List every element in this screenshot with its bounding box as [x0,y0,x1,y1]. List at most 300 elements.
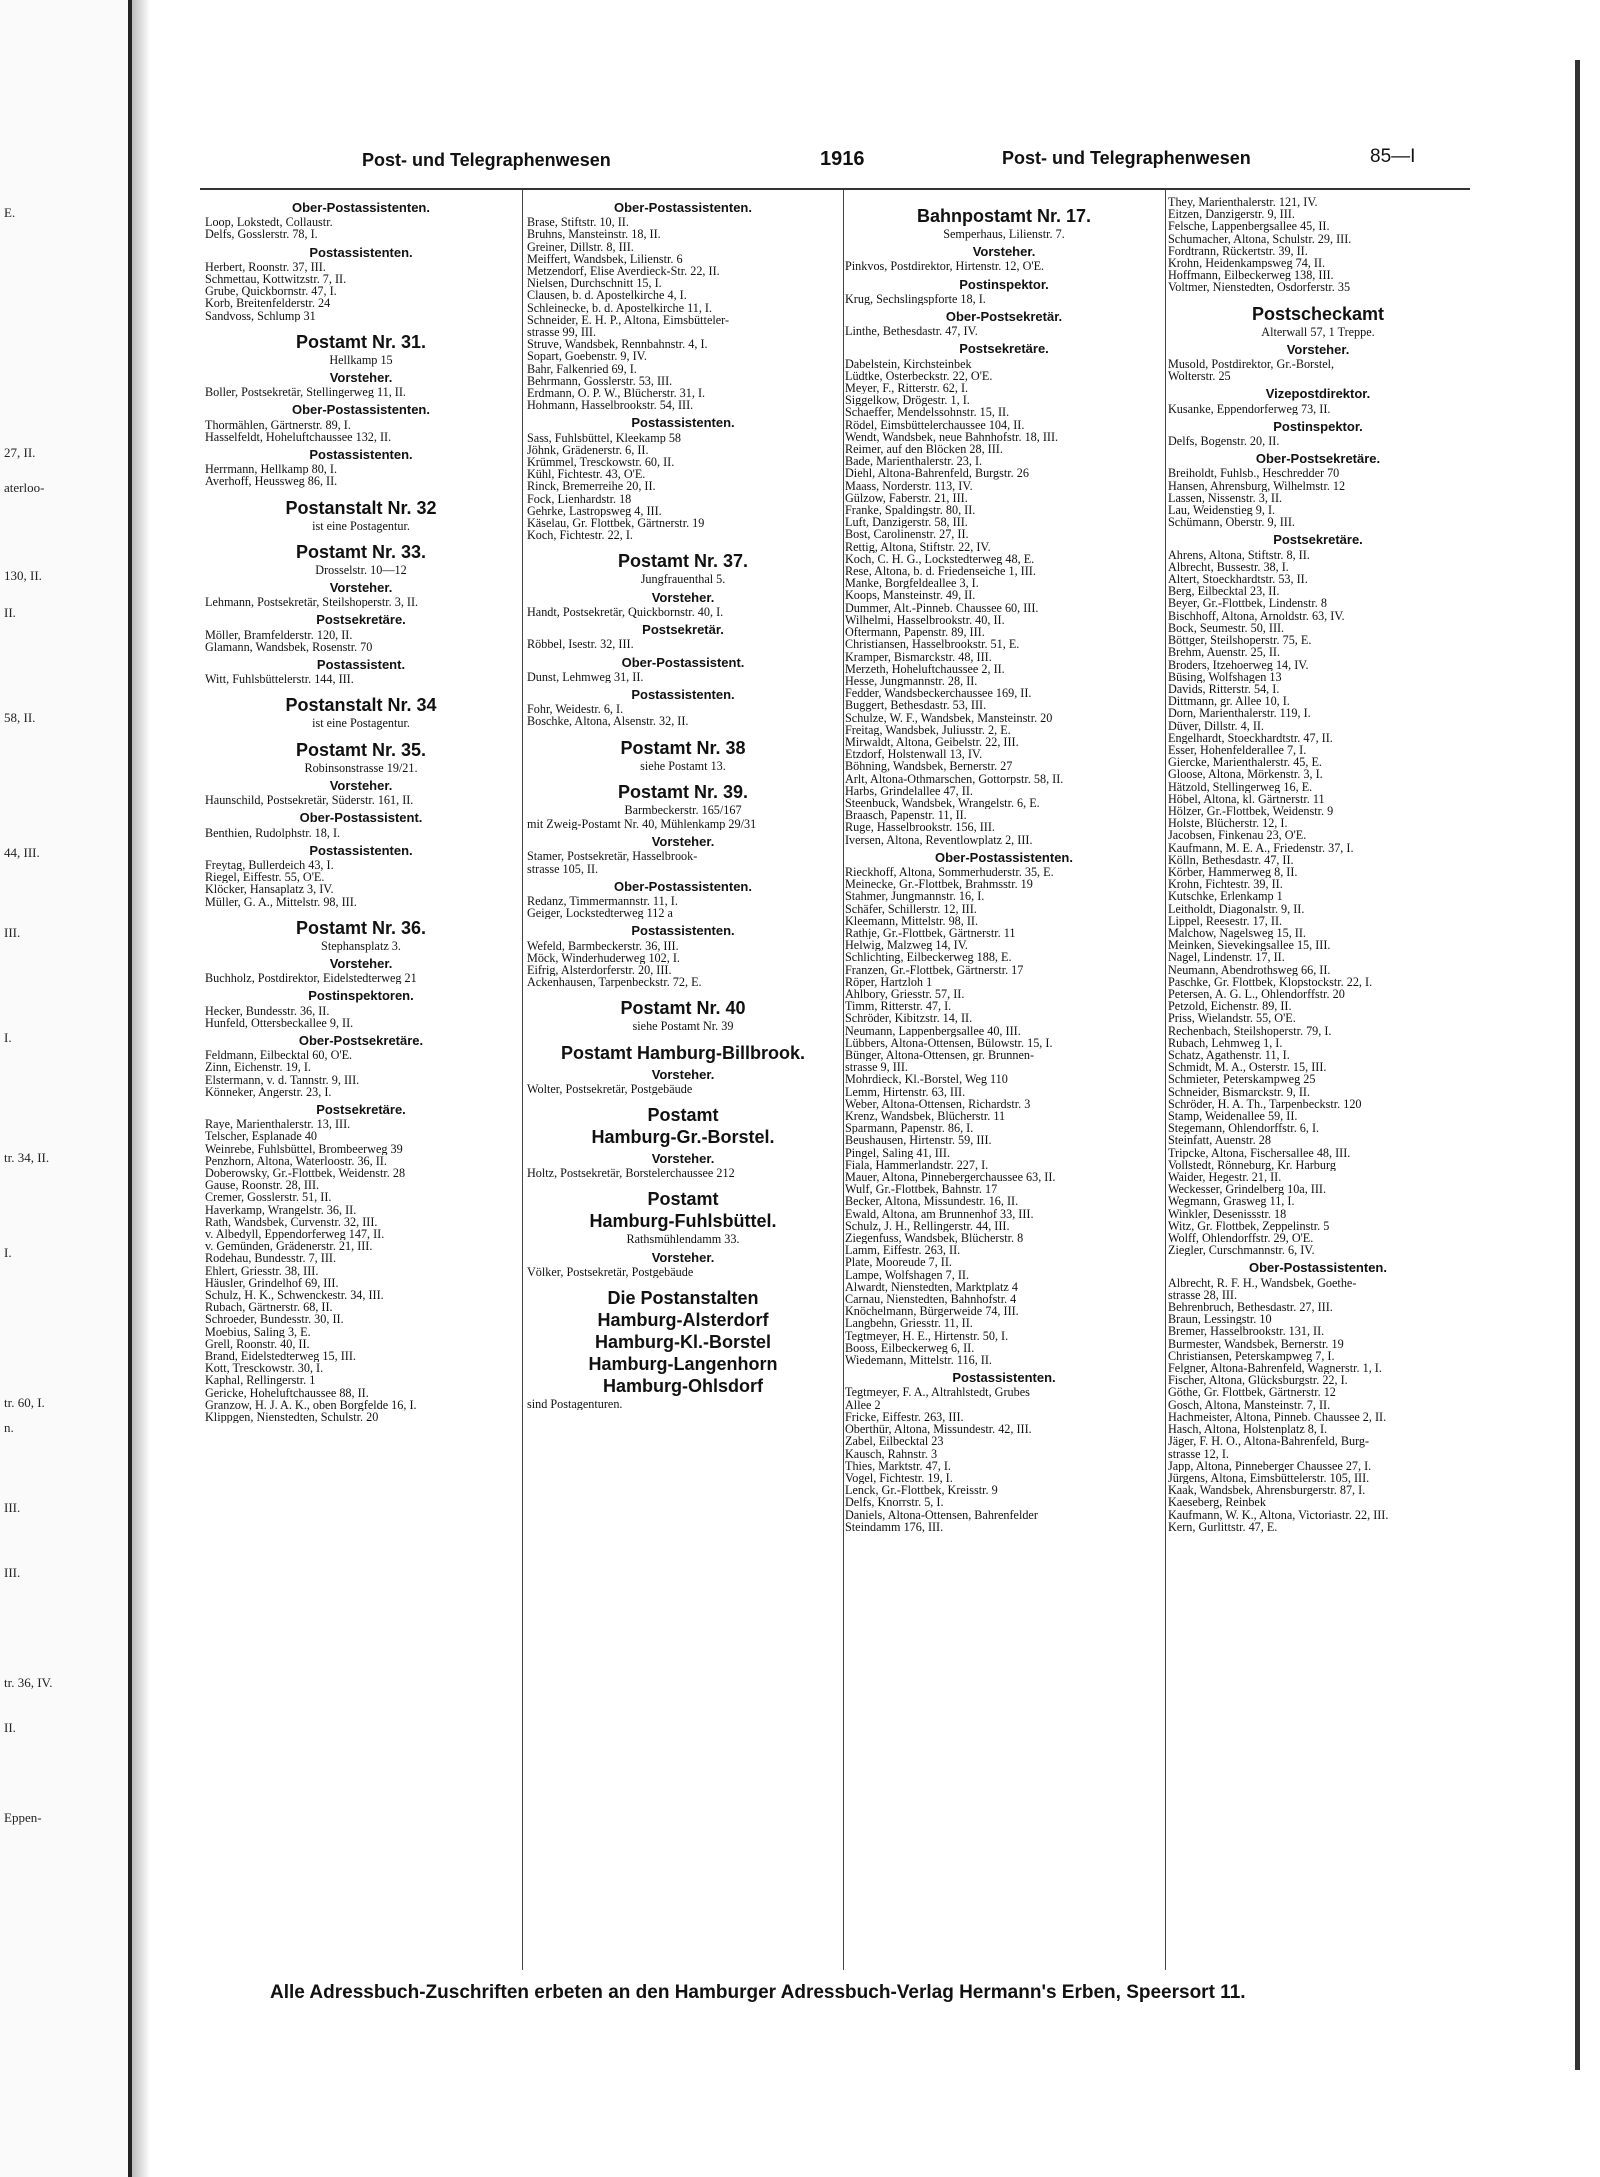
directory-entry: Büsing, Wolfshagen 13 [1168,670,1282,683]
directory-entry: Kausch, Rahnstr. 3 [845,1447,938,1460]
directory-entry: Greiner, Dillstr. 8, III. [527,240,634,253]
directory-entry: Krug, Sechslingspforte 18, I. [845,292,986,306]
directory-entry: Haverkamp, Wrangelstr. 36, II. [205,1203,357,1216]
directory-entry: Müller, G. A., Mittelstr. 98, III. [205,895,357,908]
section-heading: Vorsteher. [329,370,393,386]
directory-entry: Böttger, Steilshoperstr. 75, E. [1168,634,1312,647]
directory-entry: Eifrig, Alsterdorferstr. 20, III. [527,963,672,977]
directory-entry: Könneker, Angerstr. 23, I. [205,1085,332,1098]
directory-entry: Dummer, Alt.-Pinneb. Chaussee 60, III. [845,601,1039,614]
directory-entry: Braasch, Papenstr. 11, II. [845,809,967,822]
directory-entry: Fordtrann, Rückertstr. 39, II. [1168,244,1308,258]
directory-entry: Bock, Seumestr. 50, III. [1168,621,1285,635]
office-title: Postamt Nr. 38 [620,737,746,758]
office-title: Hamburg-Kl.-Borstel [594,1331,771,1352]
directory-entry: Granzow, H. J. A. K., oben Borgfelde 16, I. [205,1398,417,1412]
directory-entry: Witz, Gr. Flottbek, Zeppelinstr. 5 [1168,1219,1330,1233]
directory-entry: Eitzen, Danzigerstr. 9, III. [1168,208,1295,221]
directory-entry: Sopart, Goebenstr. 9, IV. [527,350,647,363]
directory-entry: Kutschke, Erlenkamp 1 [1168,890,1283,903]
directory-entry: Delfs, Bogenstr. 20, II. [1168,435,1280,448]
right-page-edge [1575,60,1580,2070]
directory-entry: Glamann, Wandsbek, Rosenstr. 70 [205,640,373,654]
directory-entry: Schatz, Agathenstr. 11, I. [1168,1049,1290,1062]
directory-entry: Arlt, Altona-Othmarschen, Gottorpstr. 58, II. [845,772,1064,785]
directory-entry: Sandvoss, Schlump 31 [205,309,316,322]
directory-entry: Lenck, Gr.-Flottbek, Kreisstr. 9 [845,1484,998,1497]
directory-entry: Möller, Bramfelderstr. 120, II. [205,628,353,641]
column-2 [527,196,839,1410]
directory-entry: Haunschild, Postsekretär, Süderstr. 161, II. [205,794,414,807]
office-address: Hellkamp 15 [329,352,393,367]
left-page-fragment: E. [4,205,16,220]
directory-entry: Röper, Hartzloh 1 [845,975,933,988]
directory-entry: Ruge, Hasselbrookstr. 156, III. [845,821,995,834]
directory-entry: v. Gemünden, Grädenerstr. 21, III. [205,1240,373,1253]
directory-entry: Fiala, Hammerlandstr. 227, I. [845,1158,989,1172]
directory-entry: Lampe, Wolfshagen 7, II. [845,1268,970,1281]
directory-entry: Delfs, Gosslerstr. 78, I. [205,228,318,241]
directory-entry: Lippel, Reesestr. 17, II. [1168,914,1283,927]
directory-entry: Lamm, Eiffestr. 263, II. [845,1244,961,1257]
directory-entry: Moebius, Saling 3, E. [205,1325,311,1338]
section-heading: Vorsteher. [651,834,715,850]
directory-entry: Weinrebe, Fuhlsbüttel, Brombeerweg 39 [205,1142,403,1155]
directory-entry: Becker, Altona, Missundestr. 16, II. [845,1195,1019,1208]
directory-entry: Reimer, auf den Blöcken 28, III. [845,443,1003,456]
section-heading: Postinspektoren. [308,988,414,1004]
directory-entry: Mauer, Altona, Pinnebergerchaussee 63, II. [845,1171,1056,1184]
directory-entry: Kern, Gurlittstr. 47, E. [1168,1520,1278,1533]
left-page-fragment: 130, II. [4,568,42,583]
section-heading: Ober-Postassistent. [621,654,745,670]
section-heading: Vizepostdirektor. [1265,386,1371,402]
directory-entry: Hölzer, Gr.-Flottbek, Weidenstr. 9 [1168,804,1334,818]
directory-entry: Korb, Breitenfelderstr. 24 [205,297,331,310]
directory-entry: Tegtmeyer, F. A., Altrahlstedt, Grubes [845,1386,1030,1399]
directory-entry: Alwardt, Nienstedten, Marktplatz 4 [845,1280,1018,1294]
section-heading: Vorsteher. [651,1249,715,1265]
directory-entry: Krenz, Wandsbek, Blücherstr. 11 [845,1110,1006,1123]
directory-entry: Winkler, Desenissstr. 18 [1168,1207,1287,1220]
office-title: Postamt Nr. 37. [617,551,749,572]
office-address: ist eine Postagentur. [312,518,410,533]
office-address: siehe Postamt 13. [640,758,726,773]
directory-entry: Schäfer, Schillerstr. 12, III. [845,902,977,915]
directory-entry: Stamp, Weidenallee 59, II. [1168,1110,1298,1123]
directory-entry: Dorn, Marienthalerstr. 119, I. [1168,707,1311,720]
directory-entry: Voltmer, Nienstedten, Osdorferstr. 35 [1168,281,1351,294]
directory-entry: Rese, Altona, b. d. Friedenseiche 1, III. [845,565,1036,578]
directory-entry: Struve, Wandsbek, Rennbahnstr. 4, I. [527,338,708,351]
column-divider [843,190,844,1970]
office-address: siehe Postamt Nr. 39 [632,1019,734,1034]
directory-entry: Hesse, Jungmannstr. 28, II. [845,674,978,688]
directory-entry: They, Marienthalerstr. 121, IV. [1168,196,1318,209]
directory-entry: Zinn, Eichenstr. 19, I. [205,1061,311,1074]
directory-entry: Geiger, Lockstedterweg 112 a [527,907,673,920]
directory-entry: Grube, Quickbornstr. 47, I. [205,285,337,298]
directory-entry: Erdmann, O. P. W., Blücherstr. 31, I. [527,387,706,400]
directory-entry: Esser, Hohenfelderallee 7, I. [1168,743,1307,757]
directory-entry: Meiffert, Wandsbek, Lilienstr. 6 [527,252,683,266]
directory-entry: Buchholz, Postdirektor, Eidelstedterweg 21 [205,972,417,985]
directory-entry: Behrmann, Gosslerstr. 53, III. [527,374,673,388]
directory-entry: Burmester, Wandsbek, Bernerstr. 19 [1168,1337,1344,1350]
directory-entry: Schmidt, M. A., Osterstr. 15, III. [1168,1061,1327,1074]
section-heading: Vorsteher. [651,589,715,605]
office-address: Rathsmühlendamm 33. [626,1232,740,1247]
section-heading: Ober-Postassistenten. [1249,1260,1387,1276]
directory-entry: Franke, Spaldingstr. 80, II. [845,504,976,517]
section-heading: Ober-Postsekretär. [945,309,1063,325]
directory-entry: Wolterstr. 25 [1168,370,1231,383]
directory-entry: strasse 99, III. [527,326,597,339]
directory-entry: sind Postagenturen. [527,1397,623,1411]
directory-entry: Meyer, F., Ritterstr. 62, I. [845,382,969,395]
directory-entry: Rubach, Gärtnerstr. 68, II. [205,1301,333,1314]
directory-entry: Gehrke, Lastropsweg 4, III. [527,504,662,518]
directory-entry: Schmieter, Peterskampweg 25 [1168,1073,1316,1086]
office-title: Hamburg-Alsterdorf [597,1309,769,1330]
directory-entry: Tegtmeyer, H. E., Hirtenstr. 50, I. [845,1329,1009,1342]
directory-entry: Behrenbruch, Bethesdastr. 27, III. [1168,1301,1333,1314]
directory-entry: Petersen, A. G. L., Ohlendorffstr. 20 [1168,987,1345,1001]
directory-entry: Manke, Borgfeldeallee 3, I. [845,577,979,590]
directory-entry: Fischer, Altona, Glücksburgstr. 22, I. [1168,1374,1348,1387]
office-address: Jungfrauenthal 5. [640,572,726,587]
directory-entry: Lüdtke, Osterbeckstr. 22, O'E. [845,369,993,383]
directory-entry: Körber, Hammerweg 8, II. [1168,865,1298,879]
page-edge-shadow [132,0,150,2177]
directory-entry: Thies, Marktstr. 47, I. [845,1459,951,1472]
directory-entry: Priss, Wielandstr. 55, O'E. [1168,1012,1296,1025]
left-page-fragment: 58, II. [4,710,36,725]
footer-notice: Alle Adressbuch-Zuschriften erbeten an den Hamburger Adressbuch-Verlag Hermann's Erben, Speersort 11. [270,1982,1246,2003]
directory-entry: Etzdorf, Holstenwall 13, IV. [845,748,983,761]
directory-entry: Koch, C. H. G., Lockstedterweg 48, E. [845,552,1035,566]
directory-entry: Rinck, Bremerreihe 20, II. [527,480,656,493]
directory-entry: Kramper, Bismarckstr. 48, III. [845,650,992,663]
directory-entry: Hätzold, Stellingerweg 16, E. [1168,780,1313,793]
directory-entry: Bahr, Falkenried 69, I. [527,362,637,375]
directory-entry: Rath, Wandsbek, Curvenstr. 32, III. [205,1215,378,1228]
section-heading: Postsekretäre. [959,341,1049,357]
section-heading: Ober-Postassistent. [299,810,423,826]
directory-entry: Dabelstein, Kirchsteinbek [845,357,972,370]
section-heading: Postassistenten. [309,447,413,463]
directory-entry: Stahmer, Jungmannstr. 16, I. [845,890,985,903]
office-title: Postamt Nr. 31. [295,331,427,352]
directory-entry: Wendt, Wandsbek, neue Bahnhofstr. 18, III. [845,430,1059,444]
directory-entry: Beyer, Gr.-Flottbek, Lindenstr. 8 [1168,597,1327,610]
directory-entry: Wolff, Ohlendorffstr. 29, O'E. [1168,1232,1314,1245]
left-page-fragment: I. [4,1030,12,1045]
directory-entry: Leitholdt, Diagonalstr. 9, II. [1168,902,1305,915]
directory-entry: Zabel, Eilbecktal 23 [845,1435,944,1448]
office-address: Alterwall 57, 1 Treppe. [1261,324,1375,339]
directory-entry: Oftermann, Papenstr. 89, III. [845,626,985,639]
directory-entry: Paschke, Gr. Flottbek, Klopstockstr. 22, I. [1168,975,1373,988]
directory-entry: mit Zweig-Postamt Nr. 40, Mühlenkamp 29/31 [527,817,757,831]
directory-entry: Pingel, Saling 41, III. [845,1146,950,1159]
office-address: Semperhaus, Lilienstr. 7. [943,227,1065,241]
directory-entry: Vogel, Fichtestr. 19, I. [845,1471,953,1485]
directory-entry: strasse 9, III. [845,1061,908,1074]
directory-entry: Fock, Lienhardstr. 18 [527,492,632,505]
directory-entry: Käselau, Gr. Flottbek, Gärtnerstr. 19 [527,517,705,530]
directory-entry: Steindamm 176, III. [845,1520,944,1533]
directory-entry: Stamer, Postsekretär, Hasselbrook- [527,850,698,863]
directory-entry: Tripcke, Altona, Fischersallee 48, III. [1168,1146,1351,1159]
directory-entry: Albrecht, Bussestr. 38, I. [1168,560,1289,574]
directory-entry: Grell, Roonstr. 40, II. [205,1337,310,1351]
directory-entry: Ewald, Altona, am Brunnenhof 33, III. [845,1207,1034,1220]
directory-entry: Wulf, Gr.-Flottbek, Bahnstr. 17 [845,1183,998,1196]
directory-entry: Schroeder, Bundesstr. 30, II. [205,1313,344,1326]
directory-entry: Gloose, Altona, Mörkenstr. 3, I. [1168,768,1323,781]
directory-entry: Knöchelmann, Bürgerweide 74, III. [845,1305,1019,1318]
directory-entry: Lau, Weidenstieg 9, I. [1168,504,1276,517]
directory-entry: Allee 2 [845,1398,881,1411]
left-page-fragment: II. [4,1720,16,1735]
office-title: Postamt Nr. 36. [295,917,427,938]
directory-entry: Felsche, Lappenbergsallee 45, II. [1168,220,1330,233]
directory-entry: Herbert, Roonstr. 37, III. [205,260,326,274]
directory-entry: Ehlert, Griesstr. 38, III. [205,1264,319,1277]
header-left-title: Post- und Telegraphenwesen [362,150,611,170]
directory-entry: Dunst, Lehmweg 31, II. [527,670,644,683]
directory-entry: Jürgens, Altona, Eimsbüttelerstr. 105, III. [1168,1471,1370,1485]
directory-entry: Schneider, Bismarckstr. 9, II. [1168,1085,1311,1098]
left-page-fragment: III. [4,925,21,940]
section-heading: Vorsteher. [329,955,393,971]
left-page-fragment: tr. 60, I. [4,1395,45,1410]
directory-entry: Kaufmann, W. K., Altona, Victoriastr. 22, III. [1168,1508,1389,1521]
directory-entry: strasse 12, I. [1168,1447,1229,1460]
directory-entry: Meinken, Sievekingsallee 15, III. [1168,939,1331,952]
left-page-fragment: I. [4,1245,12,1260]
directory-entry: Steenbuck, Wandsbek, Wrangelstr. 6, E. [845,796,1040,810]
directory-entry: Vollstedt, Rönneburg, Kr. Harburg [1168,1158,1336,1172]
left-page-fragment: III. [4,1500,21,1515]
directory-entry: Lehmann, Postsekretär, Steilshoperstr. 3, II. [205,596,419,609]
directory-entry: Daniels, Altona-Ottensen, Bahrenfelder [845,1508,1038,1521]
directory-entry: Häusler, Grindelhof 69, III. [205,1276,339,1289]
directory-entry: Schröder, H. A. Th., Tarpenbeckstr. 120 [1168,1097,1362,1111]
directory-entry: Schumacher, Altona, Schulstr. 29, III. [1168,232,1352,245]
directory-entry: Braun, Lessingstr. 10 [1168,1313,1272,1326]
section-heading: Vorsteher. [972,244,1036,260]
office-title: Postscheckamt [1251,303,1385,324]
section-heading: Postsekretäre. [1273,532,1363,548]
page-header [190,146,1440,186]
directory-entry: Jöhnk, Grädenerstr. 6, II. [527,443,649,457]
directory-entry: Boschke, Altona, Alsenstr. 32, II. [527,715,689,728]
directory-entry: Kaphal, Rellingerstr. 1 [205,1374,316,1387]
directory-entry: Jäger, F. H. O., Altona-Bahrenfeld, Burg- [1168,1435,1370,1448]
office-address: Stephansplatz 3. [321,938,401,953]
section-heading: Postassistent. [316,657,406,673]
directory-entry: Davids, Ritterstr. 54, I. [1168,682,1280,696]
directory-entry: Musold, Postdirektor, Gr.-Borstel, [1168,358,1335,371]
directory-entry: Bünger, Altona-Ottensen, gr. Brunnen- [845,1049,1035,1062]
directory-entry: Metzendorf, Elise Averdieck-Str. 22, II. [527,265,720,278]
directory-entry: Gericke, Hoheluftchaussee 88, II. [205,1386,369,1399]
directory-entry: Penzhorn, Altona, Waterloostr. 36, II. [205,1154,387,1167]
section-heading: Postinspektor. [1273,418,1363,434]
directory-entry: Hansen, Ahrensburg, Wilhelmstr. 12 [1168,479,1346,492]
directory-entry: Kleemann, Mittelstr. 98, II. [845,914,979,927]
section-heading: Ober-Postassistenten. [292,200,430,215]
directory-entry: Benthien, Rudolphstr. 18, I. [205,826,341,839]
directory-entry: Schlichting, Eilbeckerweg 188, E. [845,951,1012,964]
directory-entry: Wegmann, Grasweg 11, I. [1168,1195,1295,1208]
directory-entry: Fohr, Weidestr. 6, I. [527,703,624,716]
section-heading: Postsekretäre. [316,1101,406,1117]
directory-entry: Schaeffer, Mendelssohnstr. 15, II. [845,406,1010,419]
directory-entry: Lübbers, Altona-Ottensen, Bülowstr. 15, I. [845,1036,1053,1049]
directory-entry: Röbbel, Isestr. 32, III. [527,638,634,651]
section-heading: Postsekretäre. [316,612,406,628]
office-title: Hamburg-Langenhorn [588,1353,778,1374]
directory-entry: Clausen, b. d. Apostelkirche 4, I. [527,289,687,302]
directory-entry: Delfs, Knorrstr. 5, I. [845,1496,944,1509]
directory-entry: Christiansen, Hasselbrookstr. 51, E. [845,638,1020,651]
directory-entry: Möck, Winderhuderweg 102, I. [527,951,680,964]
left-page-fragment: III. [4,1565,21,1580]
directory-entry: Rettig, Altona, Stiftstr. 22, IV. [845,540,991,553]
section-heading: Ober-Postassistenten. [935,849,1073,865]
left-page-fragment: Eppen- [4,1810,42,1825]
directory-entry: Carnau, Nienstedten, Bahnhofstr. 4 [845,1293,1017,1306]
office-title: Postamt Hamburg-Billbrook. [560,1042,806,1063]
directory-entry: Rodehau, Bundesstr. 7, III. [205,1252,336,1265]
directory-entry: Schulze, W. F., Wandsbek, Mansteinstr. 20 [845,711,1053,724]
directory-entry: Ahlbory, Griesstr. 57, II. [845,987,965,1001]
column-1 [205,196,517,1423]
directory-entry: Stegemann, Ohlendorffstr. 6, I. [1168,1122,1320,1135]
directory-entry: Albrecht, R. F. H., Wandsbek, Goethe- [1168,1276,1357,1289]
directory-entry: Cremer, Gosslerstr. 51, II. [205,1191,332,1204]
directory-entry: Langbehn, Griesstr. 11, II. [845,1317,973,1330]
directory-entry: Breiholdt, Fuhlsb., Heschredder 70 [1168,467,1340,480]
directory-entry: Kaak, Wandsbek, Ahrensburgerstr. 87, I. [1168,1484,1366,1497]
directory-entry: Lassen, Nissenstr. 3, II. [1168,491,1283,505]
directory-entry: Harbs, Grindelallee 47, II. [845,784,973,797]
directory-entry: Boller, Postsekretär, Stellingerweg 11, II. [205,386,406,399]
directory-entry: Wilhelmi, Hasselbrookstr. 40, II. [845,613,1005,627]
directory-entry: Thormählen, Gärtnerstr. 89, I. [205,418,351,431]
section-heading: Postassistenten. [631,686,735,702]
directory-entry: Rieckhoff, Altona, Sommerhuderstr. 35, E. [845,865,1054,879]
header-page-number: 85—I [1370,146,1416,167]
directory-entry: Neumann, Lappenbergsallee 40, III. [845,1024,1021,1037]
directory-entry: Klippgen, Nienstedten, Schulstr. 20 [205,1411,379,1424]
section-heading: Postassistenten. [952,1370,1056,1386]
directory-entry: Hohmann, Hasselbrookstr. 54, III. [527,399,694,412]
office-address: ist eine Postagentur. [312,716,410,731]
directory-entry: Gülzow, Faberstr. 21, III. [845,491,968,505]
directory-entry: Waider, Hegestr. 21, II. [1168,1171,1282,1184]
header-rule [200,188,1470,190]
section-heading: Vorsteher. [651,1066,715,1082]
directory-entry: Siggelkow, Drögestr. 1, I. [845,394,970,407]
directory-entry: v. Albedyll, Eppendorferweg 147, II. [205,1227,385,1241]
office-title: Postanstalt Nr. 32 [285,497,437,518]
directory-entry: Schneider, E. H. P., Altona, Eimsbütteler- [527,313,730,327]
directory-entry: Averhoff, Heussweg 86, II. [205,475,338,488]
directory-entry: Altert, Stoeckhardtstr. 53, II. [1168,573,1308,586]
directory-entry: Holtz, Postsekretär, Borstelerchaussee 212 [527,1167,735,1180]
directory-entry: Doberowsky, Gr.-Flottbek, Weidenstr. 28 [205,1166,406,1180]
directory-entry: Fricke, Eiffestr. 263, III. [845,1410,964,1424]
directory-entry: strasse 28, III. [1168,1288,1238,1302]
directory-entry: Gause, Roonstr. 28, III. [205,1179,320,1192]
column-4 [1168,196,1468,1533]
directory-entry: Beushausen, Hirtenstr. 59, III. [845,1134,992,1147]
directory-entry: Mirwaldt, Altona, Geibelstr. 22, III. [845,735,1019,749]
directory-entry: Hasch, Altona, Holstenplatz 8, I. [1168,1423,1328,1436]
directory-entry: Göthe, Gr. Flottbek, Gärtnerstr. 12 [1168,1386,1336,1399]
directory-entry: Hasselfeldt, Hoheluftchaussee 132, II. [205,430,392,444]
directory-entry: Ziegler, Curschmannstr. 6, IV. [1168,1244,1315,1257]
directory-entry: Iversen, Altona, Reventlowplatz 2, III. [845,833,1033,846]
section-heading: Vorsteher. [329,580,393,596]
section-heading: Ober-Postsekretäre. [298,1032,424,1048]
directory-entry: Dittmann, gr. Allee 10, I. [1168,695,1290,708]
directory-entry: Plate, Mooreude 7, II. [845,1256,952,1269]
directory-entry: Hecker, Bundesstr. 36, II. [205,1004,330,1017]
directory-entry: Koops, Mansteinstr. 49, II. [845,589,976,602]
directory-entry: Kott, Tresckowstr. 30, I. [205,1362,324,1375]
directory-entry: Luft, Danzigerstr. 58, III. [845,516,968,529]
directory-entry: Steinfatt, Auenstr. 28 [1168,1134,1271,1147]
directory-entry: Kusanke, Eppendorferweg 73, II. [1168,402,1331,415]
section-heading: Ober-Postassistenten. [614,200,752,215]
directory-entry: Koch, Fichtestr. 22, I. [527,529,633,542]
directory-entry: Kühl, Fichtestr. 43, O'E. [527,468,646,481]
directory-entry: Engelhardt, Stoeckhardtstr. 47, II. [1168,731,1333,744]
left-page-fragment: 27, II. [4,445,36,460]
directory-entry: Ackenhausen, Tarpenbeckstr. 72, E. [527,976,702,989]
directory-entry: Düver, Dillstr. 4, II. [1168,719,1264,732]
column-3 [845,196,1163,1533]
directory-entry: Bischhoff, Altona, Arnoldstr. 63, IV. [1168,609,1345,622]
directory-entry: Wefeld, Barmbeckerstr. 36, III. [527,939,679,952]
directory-entry: Malchow, Nagelsweg 15, II. [1168,926,1306,940]
directory-entry: strasse 105, II. [527,862,599,875]
directory-entry: Nielsen, Durchschnitt 15, I. [527,277,662,290]
directory-entry: Kaeseberg, Reinbek [1168,1496,1266,1509]
section-heading: Vorsteher. [1286,341,1350,357]
directory-entry: Wolter, Postsekretär, Postgebäude [527,1082,693,1095]
directory-entry: Meinecke, Gr.-Flottbek, Brahmsstr. 19 [845,878,1033,891]
directory-entry: Sparmann, Papenstr. 86, I. [845,1122,974,1135]
directory-entry: Schleinecke, b. d. Apostelkirche 11, I. [527,301,713,314]
section-heading: Postassistenten. [309,244,413,260]
directory-entry: Buggert, Bethesdastr. 53, III. [845,699,987,712]
directory-entry: Sass, Fuhlsbüttel, Kleekamp 58 [527,431,682,444]
directory-entry: Helwig, Malzweg 14, IV. [845,939,968,952]
directory-entry: Brase, Stiftstr. 10, II. [527,216,629,229]
directory-entry: Hoffmann, Eilbeckerweg 138, III. [1168,269,1334,282]
header-year: 1916 [820,148,865,170]
directory-entry: Rubach, Lehmweg 1, I. [1168,1036,1283,1049]
directory-entry: Petzold, Eichenstr. 89, II. [1168,1000,1292,1013]
section-heading: Vorsteher. [329,777,393,793]
left-page-fragment: tr. 36, IV. [4,1675,53,1690]
